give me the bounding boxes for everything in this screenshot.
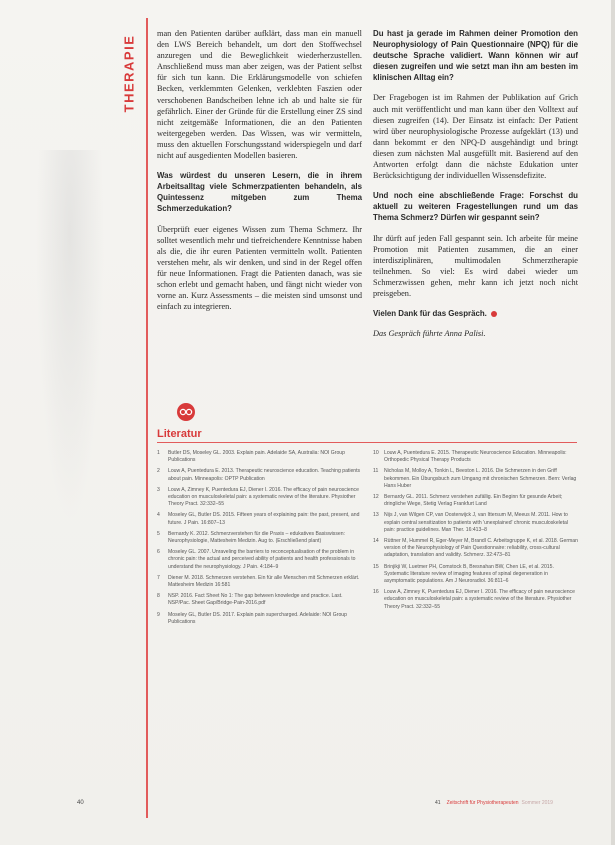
- journal-name: Zeitschrift für Physiotherapeuten: [446, 800, 519, 806]
- reference-number: 3: [157, 486, 160, 493]
- reference-text: Brinjikji W, Luetmer PH, Comstock B, Bresnahan BW, Chen LE, et al. 2015. Systematic literature review of imaging features of spinal degeneration in asymptomatic populations. Am J Neuroradiol. 36:811–6: [384, 563, 554, 585]
- reference-text: Diener M. 2018. Schmerzen verstehen. Ein für alle Menschen mit Schmerzen erklärt. Mattesheim Medizin 16:581: [168, 574, 360, 589]
- right-column: [373, 28, 578, 348]
- reference-text: Bernardy GL. 2011. Schmerz verstehen zufällig. Ein Beginn für gesunde Arbeit; dringliche Wege, Stetig Verlag Frankfurt Land: [384, 494, 563, 508]
- reference-text: Butler DS, Moseley GL. 2003. Explain pain. Adelaide SA, Australia: NOI Group Publications: [168, 450, 345, 464]
- page-number-right: 41: [435, 800, 441, 806]
- reference-item: [373, 512, 578, 534]
- reference-item: [373, 468, 578, 490]
- reference-item: [373, 450, 578, 464]
- interview-question: Was würdest du unseren Lesern, die in ihrem Arbeitsalltag viele Schmerzpatienten behandeln, als Quintessenz mitgeben zum Thema Schmerzedukation?: [157, 171, 362, 214]
- literature-heading: Literatur: [157, 428, 202, 440]
- reference-list-left: [157, 450, 362, 630]
- reference-number: 15: [373, 563, 379, 570]
- answer-paragraph: Der Fragebogen ist im Rahmen der Publikation auf Grich auch mit veröffentlicht und man kann über den Volltext auf diesen zugreifen (14). Der Einsatz ist einfach: Der Patient wird über neurophysiologische Prozesse aufgeklärt (13) und dann bekommt er den NPQ-D ausgehändigt und bringt diesen zum nächsten Mal ausgefüllt mit. Basierend auf den Antworten erfolgt dann die nächste Edukation unter Berücksichtigung der individuellen Wissensdefizite.: [373, 93, 578, 181]
- vertical-accent-rule: [146, 18, 148, 818]
- reference-number: 1: [157, 450, 160, 456]
- reference-item: [157, 549, 362, 571]
- reference-number: 16: [373, 589, 379, 596]
- reference-number: 6: [157, 549, 160, 556]
- reference-text: Louw A, Puentedura E. 2013. Therapeutic neuroscience education. Teaching patients about pain. Minneapolis: OPTP Publication: [168, 468, 361, 482]
- interview-question: Du hast ja gerade im Rahmen deiner Promotion den Neurophysiology of Pain Questionnaire (NPQ) für die deutsche Sprache validiert. Wann können wir auf diesen zugreifen und wie setzt man ihn am besten im klinischen Alltag ein?: [373, 29, 578, 83]
- reference-number: 14: [373, 538, 379, 545]
- reference-text: Moseley GL, Butler DS. 2017. Explain pain supercharged. Adelaide: NOI Group Publications: [168, 611, 347, 625]
- section-label: THERAPIE: [121, 34, 137, 112]
- reference-number: 11: [373, 468, 379, 475]
- issue-label: Sommer 2019: [521, 800, 553, 806]
- reference-number: 7: [157, 574, 160, 581]
- reference-item: [157, 593, 362, 607]
- closing-thanks-text: Vielen Dank für das Gespräch.: [373, 309, 487, 319]
- reference-text: Nicholas M, Molloy A, Tonkin L, Beeston L. 2016. Die Schmerzen in den Griff bekommen. Ein Übungsbuch zum Umgang mit chronischen Schmerzen. Bern: Verlag Hans Huber: [384, 468, 577, 489]
- reference-text: NSP. 2016. Fact Sheet No 1: The gap between knowledge and practice. Last. NSP/Pac. Sheet Gap/Bridge-Pain-2016.pdf: [168, 593, 343, 607]
- reference-item: [373, 589, 578, 611]
- reference-text: Nijs J, van Wilgen CP, van Oosterwijck J, van Ittersum M, Meeus M. 2011. How to explain central sensitization to patients with 'unexplained' chronic musculoskeletal pain: practice guidelines. Man Ther. 16:413–8: [384, 512, 569, 533]
- reference-item: [157, 468, 362, 482]
- reference-text: Moseley GL, Butler DS. 2015. Fifteen years of explaining pain: the past, present, and future. J Pain. 16:807–13: [168, 512, 360, 526]
- reference-text: Rüttner M, Hummel R, Eger-Meyer M, Brandl C. Arbeitsgruppe K, et al. 2018. German version of the Neurophysiology of Pain Questionnaire: reliability, cross-cultural adaptation, translation and validity. Schmerz. 32:473–81: [384, 538, 578, 559]
- closing-thanks: [373, 308, 578, 319]
- reference-number: 4: [157, 512, 160, 519]
- reference-number: 8: [157, 593, 160, 600]
- reference-item: [373, 494, 578, 508]
- reference-text: Bernardy K. 2012. Schmerzverstehen für die Praxis – edukatives Basiswissen: Neurophysiologie, Mattesheim Medizin. Aug to. (Erschließend plant): [168, 530, 345, 545]
- reference-text: Louw A, Zimney K, Puentedura EJ, Diener I. 2016. The efficacy of pain neuroscience education on musculoskeletal pain: a systematic review of the literature. Physiother Theory Pract. 32:332–55: [384, 589, 575, 610]
- section-label-container: [118, 18, 140, 128]
- reference-item: [157, 512, 362, 526]
- reference-item: [373, 538, 578, 560]
- reference-number: 12: [373, 494, 379, 501]
- reference-text: Moseley GL. 2007. Unraveling the barriers to reconceptualisation of the problem in chronic pain: the actual and perceived ability of patients and health professionals to understand the neurophysiology. J Pain. 4:184–9: [168, 549, 356, 570]
- reference-number: 10: [373, 450, 379, 456]
- page-number-left: 40: [77, 800, 84, 806]
- glasses-icon: [179, 407, 193, 417]
- reference-number: 13: [373, 512, 379, 519]
- reference-number: 2: [157, 468, 160, 475]
- reference-text: Louw A, Zimney K, Puentedura EJ, Diener I. 2016. The efficacy of pain neuroscience education on musculoskeletal pain: a systematic review of the literature. Physiother Theory Pract. 32:332–55: [168, 486, 359, 508]
- answer-paragraph: Ihr dürft auf jeden Fall gespannt sein. Ich arbeite für meine Promotion mit Patienten zusammen, die an einer interdisziplinären, multimodalen Schmerztherapie teilnehmen. So viel: Es wird dabei wieder um Schmerzwissen gehen, mehr kann ich jetzt noch nicht preisgeben.: [373, 233, 578, 298]
- answer-paragraph: Überprüft euer eigenes Wissen zum Thema Schmerz. Ihr solltet wesentlich mehr und tiefreichendere Kenntnisse haben als die, die ihr euren Patienten vermitteln wollt. Patienten verstehen mehr, als wir denken, und sind in der Regel offen für neue Informationen. Fragt die Patienten danach, was sie schon erlebt und gemacht haben, und fängt nicht wieder von vorne an. Kurz Assessments – die meisten sind umsonst und einfach zu integrieren.: [157, 224, 362, 312]
- left-column: [157, 28, 362, 321]
- reference-text: Louw A, Puentedura E. 2015. Therapeutic Neuroscience Education. Minneapolis: Orthopedic Physical Therapy Products: [384, 450, 567, 464]
- scan-edge: [611, 0, 615, 845]
- literature-rule: [157, 442, 577, 443]
- interview-credit: Das Gespräch führte Anna Palisi.: [373, 329, 486, 339]
- page-footer: [435, 800, 553, 806]
- reference-list-right: [373, 450, 578, 615]
- reference-item: [157, 531, 362, 545]
- reference-number: 5: [157, 530, 160, 537]
- reference-item: [373, 564, 578, 586]
- end-mark-icon: [491, 311, 497, 317]
- reference-item: [157, 450, 362, 464]
- reference-item: [157, 487, 362, 509]
- interview-question: Und noch eine abschließende Frage: Forschst du aktuell zu weiteren Fragestellungen rund um das Thema Schmerz? Dürfen wir gespannt sein?: [373, 191, 578, 223]
- faded-background-figure: [30, 150, 110, 570]
- reference-item: [157, 575, 362, 589]
- answer-paragraph: man den Patienten darüber aufklärt, dass man ein manuell den LWS Bereich behandelt, um dort den Stoffwechsel anzuregen und die Beweglichkeit wiederherzustellen. Anschließend muss man aber zeigen, was der Patient selbst für sich tun kann. Die Erklärungsmodelle von schiefen Becken, verklemmten Gelenken, verklebten Faszien oder verschobenen Bandscheiben lehne ich ab und halte sie für gefährlich. Einer der Gründe für die Erstellung einer ZS sind nicht zeitgemäße Informationen, die an den Patienten weitergegeben werden. Das Wissen, was wir vermitteln, muss den aktuellen Forschungsstand widerspiegeln und darf nicht auf ausgedienten Modellen basieren.: [157, 29, 362, 161]
- literature-icon: [177, 403, 195, 421]
- reference-number: 9: [157, 611, 160, 618]
- reference-item: [157, 612, 362, 626]
